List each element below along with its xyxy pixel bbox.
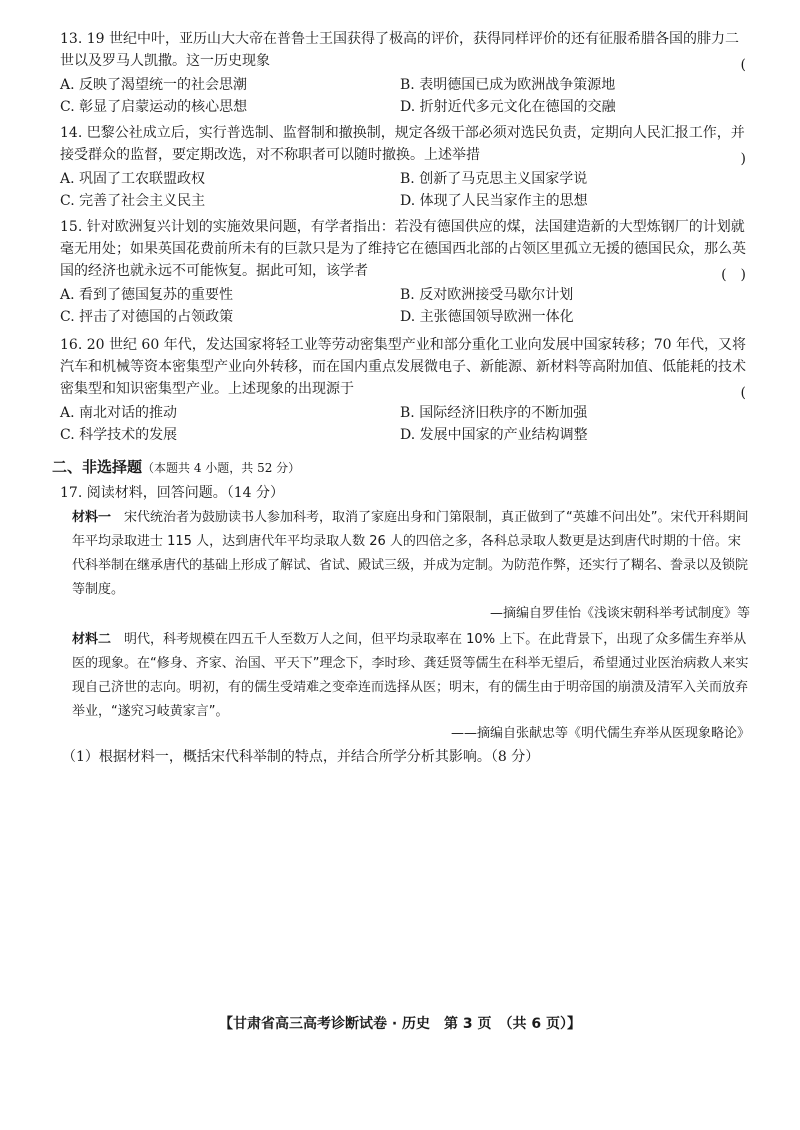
option-c: C. 完善了社会主义民主	[60, 193, 206, 209]
material-text: 宋代统治者为鼓励读书人参加科考，取消了家庭出身和门第限制，真正做到了“英雄不问出处”。宋代开科期间年平均录取进士 115 人，达到唐代年平均录取人数 26 人的四倍之多，各科总录取人数更是达到唐代时期的十倍。宋代科举制在继承唐代的基础上形成了解试、省试、殿试三级，并成为定制。为防范作弊，还实行了糊名、誊录以及锁院等制度。	[72, 510, 749, 597]
page-footer: 【甘肃省高三高考诊断试卷 · 历史 第 3 页 （共 6 页）】	[218, 1016, 582, 1032]
question-15	[60, 216, 750, 328]
options	[60, 74, 750, 118]
material-2-source: ——摘编自张献忠等《明代儒生弃举从医现象略论》	[450, 726, 750, 741]
material-text: 明代，科考规模在四五千人至数万人之间，但平均录取率在 10% 上下。在此背景下，出现了众多儒生弃举从医的现象。在“修身、齐家、治国、平天下”理念下，李时珍、龚廷贤等儒生在科举无望后，希望通过业医治病救人来实现自己济世的志向。明初，有的儒生受靖难之变牵连而选择从医；明末，有的儒生由于明帝国的崩溃及清军入关而放弃举业，“遂究习岐黄家言”。	[72, 632, 749, 719]
option-b: B. 创新了马克思主义国家学说	[400, 171, 588, 187]
question-14	[60, 122, 750, 212]
options	[60, 168, 750, 212]
answer-paren: ( )	[721, 267, 746, 283]
option-a: A. 巩固了工农联盟政权	[60, 171, 206, 187]
option-c: C. 抨击了对德国的占领政策	[60, 309, 234, 325]
option-d: D. 体现了人民当家作主的思想	[400, 193, 588, 209]
sub-question-1: （1）根据材料一，概括宋代科举制的特点，并结合所学分析其影响。（8 分）	[62, 749, 540, 765]
option-d: D. 主张德国领导欧洲一体化	[400, 309, 574, 325]
material-1	[72, 506, 750, 602]
option-b: B. 反对欧洲接受马歇尔计划	[400, 287, 574, 303]
option-c: C. 科学技术的发展	[60, 427, 178, 443]
option-a: A. 反映了渴望统一的社会思潮	[60, 77, 248, 93]
options	[60, 402, 750, 446]
option-d: D. 折射近代多元文化在德国的交融	[400, 99, 616, 115]
material-2	[72, 628, 750, 724]
option-a: A. 看到了德国复苏的重要性	[60, 287, 234, 303]
answer-paren: )	[740, 151, 746, 167]
question-stem: 14. 巴黎公社成立后，实行普选制、监督制和撤换制，规定各级干部必须对选民负责，定期向人民汇报工作，并接受群众的监督，要定期改选，对不称职者可以随时撤换。上述举措	[60, 125, 745, 163]
question-stem: 15. 针对欧洲复兴计划的实施效果问题，有学者指出：若没有德国供应的煤，法国建造新的大型炼钢厂的计划就毫无用处；如果英国花费前所未有的巨款只是为了维持它在德国西北部的占领区里孤立无援的德国民众，那么英国的经济也就永远不可能恢复。据此可知，该学者	[60, 219, 746, 279]
question-stem: 13. 19 世纪中叶，亚历山大大帝在普鲁士王国获得了极高的评价，获得同样评价的还有征服希腊各国的腓力二世以及罗马人凯撒。这一历史现象	[60, 31, 739, 69]
section-title: 二、非选择题	[52, 458, 143, 476]
material-label: 材料二	[72, 632, 112, 647]
section-note: （本题共 4 小题，共 52 分）	[142, 461, 301, 475]
question-stem: 16. 20 世纪 60 年代，发达国家将轻工业等劳动密集型产业和部分重化工业向发展中国家转移；70 年代，又将汽车和机械等资本密集型产业向外转移，而在国内重点发展微电子、新能源、新材料等高附加值、低能耗的技术密集型和知识密集型产业。上述现象的出现源于	[60, 337, 746, 397]
material-1-source: —摘编自罗佳怡《浅谈宋朝科举考试制度》等	[489, 606, 750, 621]
question-17-stem: 17. 阅读材料，回答问题。（14 分）	[60, 485, 284, 501]
option-a: A. 南北对话的推动	[60, 405, 178, 421]
question-16	[60, 334, 750, 446]
question-13	[60, 28, 750, 118]
option-b: B. 表明德国已成为欧洲战争策源地	[400, 77, 616, 93]
option-d: D. 发展中国家的产业结构调整	[400, 427, 588, 443]
options	[60, 284, 750, 328]
material-label: 材料一	[72, 510, 112, 525]
answer-paren: (	[740, 57, 746, 73]
option-c: C. 彰显了启蒙运动的核心思想	[60, 99, 248, 115]
section-heading	[52, 456, 300, 477]
answer-paren: (	[740, 385, 746, 401]
option-b: B. 国际经济旧秩序的不断加强	[400, 405, 588, 421]
